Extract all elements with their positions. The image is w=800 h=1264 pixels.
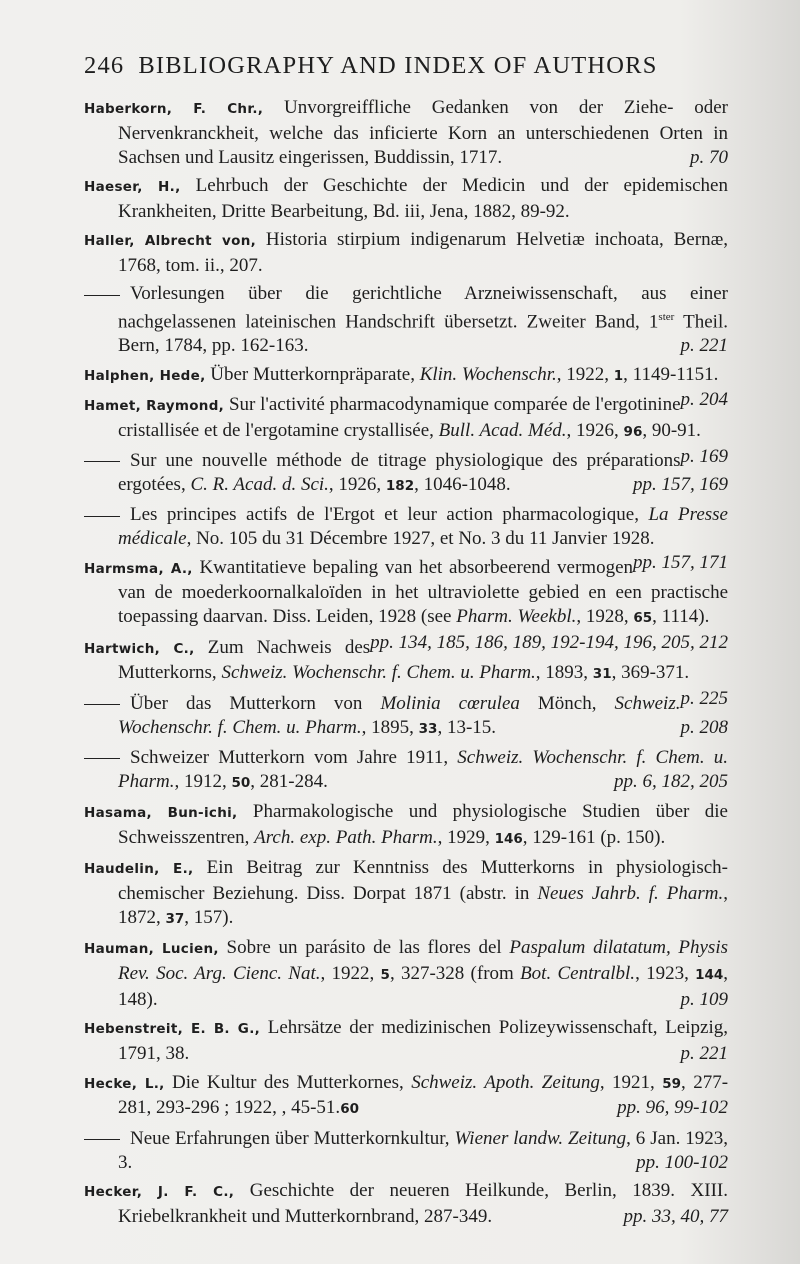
entry-text: , 148). xyxy=(118,963,729,1010)
entry-journal: Pharm. Weekbl. xyxy=(456,606,577,628)
entry-journal: Bull. Acad. Méd. xyxy=(438,419,567,441)
entry-text: , 1921, xyxy=(599,1071,663,1093)
entry-volume: 5 xyxy=(380,967,390,984)
entry-text: Sur l'activité pharmacodynamique comparée de l'ergotinine cristallisée et de l'ergotamine crystallisée, xyxy=(118,394,681,441)
entry-author: Haller, Albrecht von, xyxy=(84,233,257,250)
entry-text: Neue Erfahrungen über Mutterkornkultur, xyxy=(130,1127,455,1149)
entry-pages: pp. 96, 99-102 xyxy=(617,1097,728,1119)
entry-author: Harmsma, A., xyxy=(84,560,193,577)
entry-journal: Molinia cœrulea xyxy=(380,692,520,714)
entry-journal: Wiener landw. Zeitung xyxy=(454,1127,627,1149)
entry-text: , 45-51. xyxy=(281,1097,341,1119)
entry-journal: Arch. exp. Path. Pharm. xyxy=(254,826,438,848)
entry-text: Les principes actifs de l'Ergot et leur action pharmacologique, xyxy=(130,504,649,526)
entry-text: , 277-281, 293-296 ; 1922, xyxy=(118,1071,729,1119)
entry-journal: Bot. Centralbl. xyxy=(520,963,636,985)
entry-volume: 31 xyxy=(592,666,612,683)
entry-text: , 1929, xyxy=(437,826,495,848)
entry-text: , 1926, xyxy=(328,474,386,496)
entry-author: Halphen, Hede, xyxy=(84,367,206,384)
entry-text: Zum Nachweis des Mutterkorns, xyxy=(118,636,371,684)
entry-pages: p. 70 xyxy=(690,146,728,168)
entry-pages: pp. 157, 171 xyxy=(633,552,728,574)
entry-pages: p. 208 xyxy=(680,716,728,738)
entry-text: , 1926, xyxy=(566,419,624,441)
entry-author: Hauman, Lucien, xyxy=(84,941,219,958)
entry-text: , 1114). xyxy=(652,606,710,628)
entry-text: Historia stirpium indigenarum Helvetiæ inchoata, Bernæ, 1768, tom. ii., 207. xyxy=(118,229,728,276)
entry-volume: 33 xyxy=(418,720,438,737)
entry-text: , 1912, xyxy=(174,770,232,792)
bibliography-entry xyxy=(84,228,728,278)
entry-text: Vorlesungen über die gerichtliche Arzneiwissenschaft, aus einer nachgelassenen lateinischen Handschrift übersetzt. Zweiter Band, 1 xyxy=(118,283,728,333)
entry-text: , 129-161 (p. 150). xyxy=(522,826,666,848)
entry-author: Hecker, J. F. C., xyxy=(84,1183,235,1200)
entry-text: Über das Mutterkorn von xyxy=(130,692,381,714)
entry-text: , 90-91. xyxy=(642,419,701,441)
entry-text: Die Kultur des Mutterkornes, xyxy=(164,1071,412,1093)
entry-volume: 65 xyxy=(633,610,653,627)
entry-volume: 50 xyxy=(231,774,251,791)
entry-pages: pp. 134, 185, 186, 189, 192-194, 196, 205, 212 xyxy=(370,632,728,654)
entry-superscript: ster xyxy=(658,311,675,324)
entry-text: , 1895, xyxy=(361,716,419,738)
entry-pages: pp. 157, 169 xyxy=(633,474,728,496)
bibliography-entry xyxy=(84,96,728,169)
entry-pages: p. 221 xyxy=(680,1043,728,1065)
entry-text: Unvorgreiffliche Gedanken von der Ziehe- oder Nervenkranckheit, welche das inficierte Korn an unterschiedenen Orten in Sachsen und Lausitz eingerissen, Buddissin, 1717. xyxy=(118,97,728,168)
entry-text: Kwantitatieve bepaling van het absorbeerend vermogen van de moederkoornalkaloïden in het ultraviolette gebied en een practische toepassing daarvan. Diss. Leiden, 1928 (see xyxy=(118,556,728,628)
entry-pages: pp. 33, 40, 77 xyxy=(623,1205,728,1227)
entry-volume: 144 xyxy=(695,967,724,984)
entry-text: , 1928, xyxy=(576,606,634,628)
entry-volume: 60 xyxy=(340,1101,359,1118)
entry-text: Schweizer Mutterkorn vom Jahre 1911, xyxy=(130,746,458,768)
entry-journal: Paspalum dilatatum, Physis Rev. Soc. Arg. Cienc. Nat. xyxy=(118,937,728,985)
entry-text: Sobre un parásito de las flores del xyxy=(218,937,510,959)
bibliography-entry xyxy=(84,1071,728,1123)
entry-author: Haberkorn, F. Chr., xyxy=(84,101,264,117)
entry-text: , 1893, xyxy=(535,662,593,684)
entry-volume: 1 xyxy=(613,367,624,384)
entry-pages: p. 225 xyxy=(680,688,728,710)
entry-author: Hecke, L., xyxy=(84,1075,165,1092)
entry-text: Theil. Bern, 1784, pp. 162-163. xyxy=(118,311,728,357)
entry-pages: pp. 100-102 xyxy=(636,1151,728,1173)
entry-pages: p. 169 xyxy=(680,445,728,467)
entry-text: , 281-284. xyxy=(250,770,328,792)
entry-journal: Neues Jahrb. f. Pharm. xyxy=(537,883,724,905)
entry-text: , 1923, xyxy=(635,963,696,985)
entry-text: , 1046-1048. xyxy=(414,474,511,496)
page-title: BIBLIOGRAPHY AND INDEX OF AUTHORS xyxy=(138,52,658,79)
entry-journal: La Presse médicale xyxy=(118,504,728,550)
entry-text: , 369-371. xyxy=(611,662,690,684)
entry-text: , 1922, xyxy=(556,363,614,385)
entry-text: , No. 105 du 31 Décembre 1927, et No. 3 du 11 Janvier 1928. xyxy=(186,528,655,550)
ditto-dash xyxy=(84,758,120,759)
entry-journal: Schweiz. Wochenschr. f. Chem. u. Pharm. xyxy=(118,692,681,738)
entry-pages: p. 109 xyxy=(680,988,728,1010)
running-header xyxy=(84,52,704,80)
bibliography-entry xyxy=(84,936,728,1011)
bibliography-entry xyxy=(84,856,728,931)
bibliography-entry xyxy=(84,746,728,796)
entry-text: , 1922, xyxy=(320,963,381,985)
entry-journal: Schweiz. Wochenschr. f. Chem. u. Pharm. xyxy=(221,662,536,684)
ditto-dash xyxy=(84,295,120,296)
bibliography-entry xyxy=(84,1179,728,1229)
entry-pages: p. 221 xyxy=(680,335,728,357)
bibliography-entry xyxy=(84,1016,728,1066)
entry-text: , 13-15. xyxy=(437,716,497,738)
entry-author: Hamet, Raymond, xyxy=(84,398,225,415)
bibliography-entry xyxy=(84,174,728,224)
bibliography-entry xyxy=(84,393,728,467)
ditto-dash xyxy=(84,461,120,462)
entry-volume: 146 xyxy=(494,830,523,847)
entry-text: Mönch, xyxy=(519,692,615,714)
entry-text: Über Mutterkornpräparate, xyxy=(205,363,420,385)
entry-text: , 1149-1151. xyxy=(623,363,719,385)
entry-text: , 327-328 (from xyxy=(389,963,521,985)
entry-journal: C. R. Acad. d. Sci. xyxy=(190,474,329,496)
entry-volume: 59 xyxy=(662,1075,682,1092)
entry-text: Lehrsätze der medizinischen Polizeywissenschaft, Leipzig, 1791, 38. xyxy=(118,1017,729,1065)
ditto-dash xyxy=(84,1139,120,1140)
entry-text: Ein Beitrag zur Kenntniss des Mutterkorns in physiologisch-chemischer Beziehung. Diss. Dorpat 1871 (abstr. in xyxy=(118,857,728,905)
bibliography-entry xyxy=(84,449,728,499)
bibliography-entry xyxy=(84,282,728,358)
bibliography-entry xyxy=(84,800,728,852)
entry-author: Hartwich, C., xyxy=(84,640,195,657)
entry-text: , 157). xyxy=(184,906,234,928)
entry-text: Geschichte der neueren Heilkunde, Berlin, 1839. XIII. Kriebelkrankheit und Mutterkornbrand, 287-349. xyxy=(118,1179,728,1227)
entry-journal: Klin. Wochenschr. xyxy=(419,363,557,385)
page-number: 246 xyxy=(84,52,125,79)
bibliography-list xyxy=(84,96,728,1233)
entry-volume: 37 xyxy=(165,910,185,927)
entry-text: , 1872, xyxy=(118,883,728,928)
bibliography-entry xyxy=(84,692,728,742)
entry-volume: 182 xyxy=(385,478,415,495)
ditto-dash xyxy=(84,516,120,517)
entry-volume: 96 xyxy=(623,423,643,440)
entry-journal: Schweiz. Wochenschr. f. Chem. u. Pharm. xyxy=(118,746,728,792)
entry-journal: Schweiz. Apoth. Zeitung xyxy=(411,1071,600,1093)
entry-pages: pp. 6, 182, 205 xyxy=(614,770,728,792)
entry-text: , 6 Jan. 1923, 3. xyxy=(118,1127,729,1173)
entry-author: Haudelin, E., xyxy=(84,861,194,878)
entry-author: Hasama, Bun-ichi, xyxy=(84,805,238,822)
entry-text: Lehrbuch der Geschichte der Medicin und der epidemischen Krankheiten, Dritte Bearbeitung, Bd. iii, Jena, 1882, 89-92. xyxy=(118,174,728,222)
bibliography-entry xyxy=(84,1127,728,1175)
entry-author: Haeser, H., xyxy=(84,178,181,195)
entry-text: Sur une nouvelle méthode de titrage physiologique des préparations ergotées, xyxy=(118,450,681,496)
entry-pages: p. 204 xyxy=(680,389,728,411)
ditto-dash xyxy=(84,704,120,705)
entry-author: Hebenstreit, E. B. G., xyxy=(84,1021,261,1038)
entry-text: Pharmakologische und physiologische Studien über die Schweisszentren, xyxy=(118,801,728,848)
